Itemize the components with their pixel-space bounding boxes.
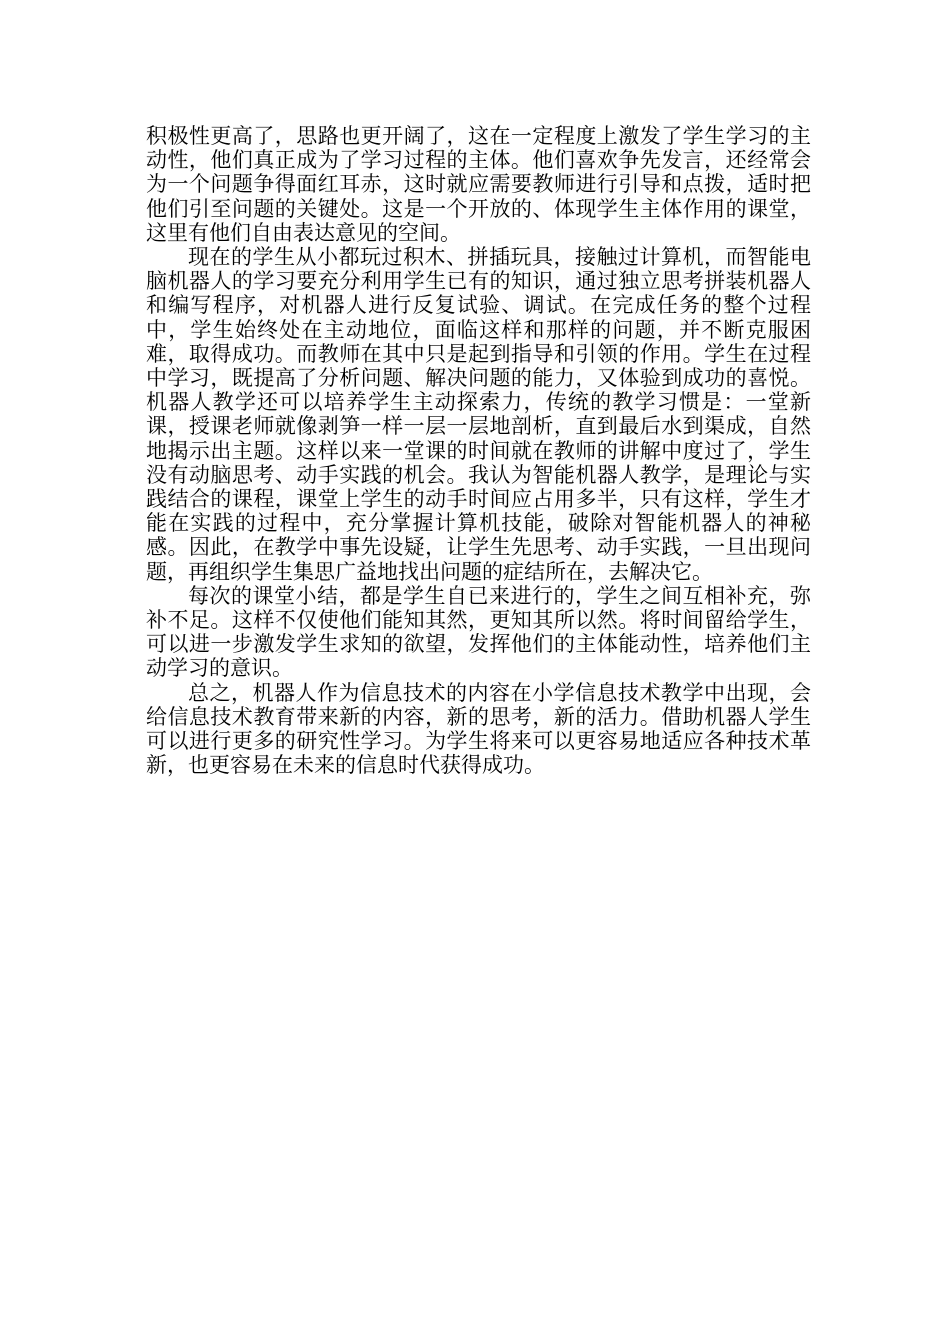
paragraph-class-summary: 每次的课堂小结，都是学生自已来进行的，学生之间互相补充，弥补不足。这样不仅使他们能知其然，更知其所以然。将时间留给学生，可以进一步激发学生求知的欲望，发挥他们的主体能动性，培养他们主动学习的意识。	[146, 583, 811, 681]
paragraph-robot-learning: 现在的学生从小都玩过积木、拼插玩具，接触过计算机，而智能电脑机器人的学习要充分利用学生已有的知识，通过独立思考拼装机器人和编写程序，对机器人进行反复试验、调试。在完成任务的整个过程中，学生始终处在主动地位，面临这样和那样的问题，并不断克服困难，取得成功。而教师在其中只是起到指导和引领的作用。学生在过程中学习，既提高了分析问题、解决问题的能力，又体验到成功的喜悦。机器人教学还可以培养学生主动探索力，传统的教学习惯是：一堂新课，授课老师就像剥笋一样一层一层地剖析，直到最后水到渠成，自然地揭示出主题。这样以来一堂课的时间就在教师的讲解中度过了，学生没有动脑思考、动手实践的机会。我认为智能机器人教学，是理论与实践结合的课程，课堂上学生的动手时间应占用多半，只有这样，学生才能在实践的过程中，充分掌握计算机技能，破除对智能机器人的神秘感。因此，在教学中事先设疑，让学生先思考、动手实践，一旦出现问题，再组织学生集思广益地找出问题的症结所在，去解决它。	[146, 245, 811, 584]
paragraph-conclusion: 总之，机器人作为信息技术的内容在小学信息技术教学中出现，会给信息技术教育带来新的内容，新的思考，新的活力。借助机器人学生可以进行更多的研究性学习。为学生将来可以更容易地适应各种技术革新，也更容易在未来的信息时代获得成功。	[146, 680, 811, 778]
paragraph-continuation: 积极性更高了，思路也更开阔了，这在一定程度上激发了学生学习的主动性，他们真正成为了学习过程的主体。他们喜欢争先发言，还经常会为一个问题争得面红耳赤，这时就应需要教师进行引导和点拨，适时把他们引至问题的关键处。这是一个开放的、体现学生主体作用的课堂，这里有他们自由表达意见的空间。	[146, 124, 811, 245]
body-text	[146, 124, 811, 777]
